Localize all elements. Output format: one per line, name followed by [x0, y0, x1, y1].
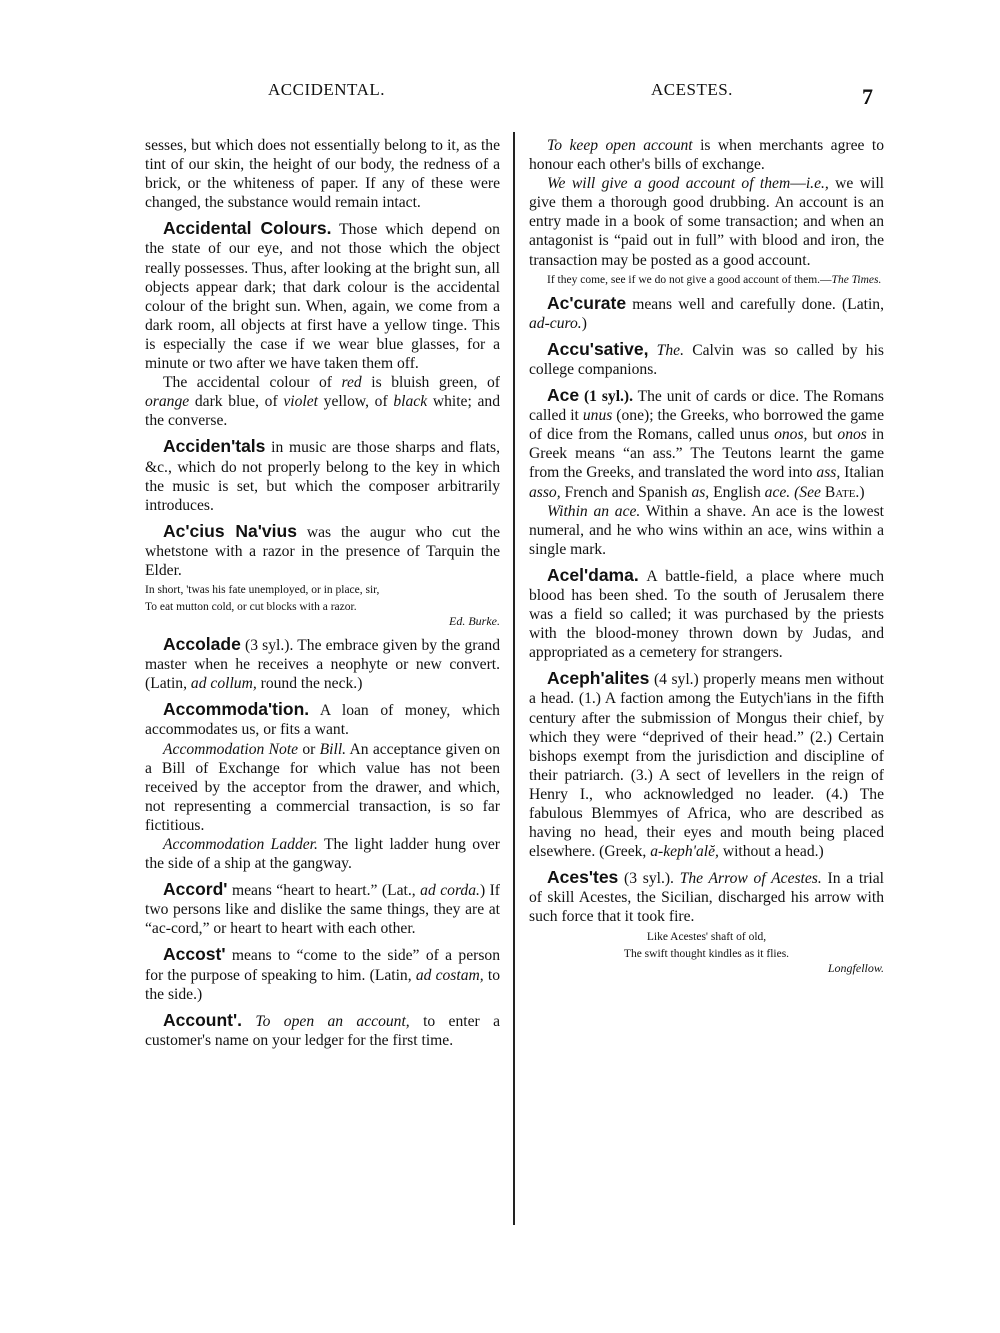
- text-run: means well and carefully done. (Latin,: [632, 295, 884, 313]
- italic-term: ad-curo.: [529, 314, 582, 332]
- text-run: dark blue, of: [189, 393, 284, 411]
- text-run: we will give them a thorough good drubbing. An account is an entry made in a book of some transaction; and when an antagonist is “paid out in full” with blood and iron, the transaction may be posted as a good account.: [529, 175, 884, 269]
- text-run: round the neck.): [256, 675, 363, 693]
- quotation-times: [529, 273, 884, 287]
- text-run: French and Spanish: [560, 483, 692, 501]
- text-run: The embrace given by the grand master when he receives a neophyte or new convert. (Latin,: [145, 637, 500, 693]
- italic-term: Accommodation Note: [163, 740, 299, 758]
- entry-accius-navius: [145, 522, 500, 580]
- headword: Accidental Colours.: [163, 218, 332, 239]
- italic-term: as,: [691, 483, 710, 501]
- text-run: properly means men without a head. (1.) A faction among the Eutych'ians in the fifth century after the submission of Mongus their chief, by which they were “deprived of their head.” (2.) Certain bishops exempt from the jurisdiction and discipline of their patriarch. (3.) A sect of levellers in the reign of Henry I., who acknowledged no leader. (4.) The fabulous Blemmyes of Africa, who are described as having no head, their eyes and mouth being placed elsewhere. (Greek,: [529, 671, 884, 861]
- quotation-line: In short, 'twas his fate unemployed, or in place, sir,: [145, 584, 380, 597]
- quotation-attribution: The Times.: [831, 273, 882, 286]
- text-run: If they come, see if we do not give a good account of them.—: [547, 273, 832, 286]
- text-run: In a trial of skill Acestes, the Sicilian, discharged his arrow with such force that it took fire.: [529, 870, 884, 926]
- entry-text: Those which depend on the state of our eye, and not those which the object really possesses. Thus, after looking at the bright sun, all objects appear dark; that dark colour is the accidental colour of the bright sun. When, again, we come from a dark room, all objects at first have a yellow tinge. This is especially the case if we wear blue glasses, for a minute or two after we have taken them off.: [145, 221, 500, 373]
- quotation-line: The swift thought kindles as it flies.: [623, 947, 790, 960]
- entry-continuation: sesses, but which does not essentially belong to it, as the tint of our skin, the height of our body, the redness of a brick, or the whiteness of paper. If any of these were changed, the substance would remain intact.: [145, 137, 500, 212]
- column-divider: [513, 132, 515, 1225]
- entry-accommodation-note: [145, 740, 500, 835]
- italic-term: orange: [145, 393, 190, 411]
- text-run: ): [581, 314, 587, 332]
- text-run: ) If two persons like and dislike the same things, they are at “ac-cord,” or heart to heart with each other.: [145, 882, 500, 938]
- italic-term: We will give a good account of them: [547, 175, 791, 193]
- italic-term: violet: [283, 393, 318, 411]
- text-run: to enter a customer's name on your ledger for the first time.: [145, 1012, 500, 1049]
- entry-text: was the augur who cut the whetstone with a razor in the presence of Tarquin the Elder.: [145, 523, 500, 579]
- entry-ace: [529, 386, 884, 502]
- text-run: The light ladder hung over the side of a ship at the gangway.: [145, 836, 500, 873]
- headword: Accu'sative,: [547, 338, 649, 359]
- italic-term: The.: [656, 341, 684, 359]
- headword: Ace: [547, 385, 580, 406]
- text-run: Within a shave. An ace is the lowest numeral, and he who wins within an ace, wins within a single mark.: [529, 502, 884, 558]
- headword: Account'.: [163, 1009, 243, 1030]
- text-run: —: [790, 175, 806, 193]
- entry-account: [145, 1011, 500, 1050]
- italic-term: onos: [837, 426, 867, 444]
- italic-term: The Arrow of Acestes.: [679, 870, 822, 888]
- italic-term: To keep open account: [547, 137, 693, 154]
- entry-accidentals: [145, 437, 500, 514]
- entry-good-account: [529, 174, 884, 269]
- headword: Accord': [163, 879, 228, 900]
- entry-text: in music are those sharps and flats, &c., which do not properly belong to the key in which the music is set, but which the composer arbitrarily introduces.: [145, 439, 501, 514]
- italic-term: asso,: [529, 483, 561, 501]
- cross-reference-target: Bate: [824, 483, 856, 501]
- italic-term: ad costam,: [415, 966, 484, 984]
- syllable-count: (1 syl.).: [583, 388, 634, 406]
- text-run: yellow, of: [318, 393, 394, 411]
- text-run: is when merchants agree to honour each other's bills of exchange.: [529, 137, 885, 174]
- cross-reference: (See: [794, 483, 825, 501]
- syllable-count: (3 syl.).: [624, 870, 674, 888]
- headword: Acciden'tals: [163, 436, 266, 457]
- text-run: is bluish green, of: [361, 374, 500, 392]
- text-run: The accidental colour of: [163, 374, 342, 392]
- entry-aceldama: [529, 566, 884, 662]
- italic-term: Within an ace.: [547, 502, 641, 520]
- entry-within-an-ace: [529, 502, 884, 559]
- italic-term: black: [393, 393, 428, 411]
- text-run: in Greek means “an ass.” The Teutons learnt the game from the Greeks, and translated the word into: [529, 426, 884, 482]
- headword: Ac'cius Na'vius: [163, 520, 297, 541]
- italic-term: a-keph'alĕ,: [650, 843, 719, 861]
- quotation-attribution: Ed. Burke.: [449, 614, 500, 629]
- running-head-left: ACCIDENTAL.: [268, 80, 385, 99]
- text-run: Italian: [840, 464, 884, 482]
- headword: Acel'dama.: [547, 564, 639, 585]
- entry-accost: [145, 945, 500, 1003]
- headword: Accolade: [163, 634, 241, 655]
- quotation-attribution: Longfellow.: [827, 960, 884, 975]
- entry-accurate: [529, 294, 884, 333]
- entry-accommodation-ladder: [145, 835, 500, 873]
- text-run: without a head.): [718, 843, 824, 861]
- italic-term: ad collum,: [190, 675, 257, 693]
- text-run: An acceptance given on a Bill of Exchange for which value has not been received by the acceptor from the drawer, and which, not representing a commercial transaction, is so far fictitious.: [145, 740, 501, 834]
- entry-accusative: [529, 340, 884, 379]
- headword: Aceph'alites: [547, 668, 650, 689]
- entry-accord: [145, 880, 500, 938]
- quotation-line: To eat mutton cold, or cut blocks with a razor.: [145, 601, 357, 614]
- text-run: but: [807, 426, 838, 444]
- entry-accidental-colours-note: [145, 373, 500, 430]
- entry-text: A loan of money, which accommodates us, or fits a want.: [145, 702, 500, 739]
- text-run: A battle-field, a place where much blood has been shed. To the south of Jerusalem there was a field so called; it was purchased by the priests with the blood-money thrown down by Judas, and appropriated as a cemetery for strangers.: [529, 567, 884, 662]
- text-run: or: [298, 740, 320, 758]
- headword: Accommoda'tion.: [163, 699, 310, 720]
- entry-accidental-colours: [145, 219, 500, 373]
- entry-acephalites: [529, 669, 884, 861]
- text-run: white; and the converse.: [145, 393, 500, 430]
- headword: Aces'tes: [547, 867, 619, 888]
- italic-term: ace.: [764, 483, 791, 501]
- right-column: [529, 136, 884, 975]
- italic-term: To open an account,: [255, 1012, 410, 1030]
- page-number: 7: [862, 84, 873, 109]
- text-run: means to “come to the side” of a person for the purpose of speaking to him. (Latin,: [145, 947, 500, 984]
- text-run: means “heart to heart.” (Lat.,: [231, 882, 421, 900]
- headword: Accost': [163, 944, 226, 965]
- headword: Ac'curate: [547, 292, 627, 313]
- entry-accolade: [145, 635, 500, 693]
- text-run: English: [709, 483, 765, 501]
- entry-accommodation: [145, 700, 500, 739]
- italic-term: ass,: [816, 464, 841, 482]
- italic-term: onos,: [774, 426, 808, 444]
- running-head-right: ACESTES.: [651, 80, 733, 99]
- entry-keep-open-account: [529, 136, 884, 174]
- syllable-count: (4 syl.): [653, 671, 699, 689]
- italic-term: ad corda.: [420, 882, 480, 900]
- italic-term: red: [341, 374, 362, 392]
- left-column: [145, 136, 500, 1050]
- italic-term: i.e.,: [805, 175, 829, 193]
- text-run: The unit of cards or dice. The Romans called it: [529, 388, 885, 425]
- quotation-line: Like Acestes' shaft of old,: [646, 930, 767, 943]
- text-run: .): [855, 483, 865, 501]
- italic-term: Bill.: [319, 740, 347, 758]
- text-run: (one); the Greeks, who borrowed the game of dice from the Romans, called unus: [529, 407, 884, 444]
- syllable-count: (3 syl.).: [245, 637, 294, 655]
- text-run: to the side.): [145, 966, 500, 1003]
- italic-term: Accommodation Ladder.: [163, 836, 318, 853]
- text-run: Calvin was so called by his college companions.: [529, 341, 885, 378]
- italic-term: unus: [582, 407, 613, 425]
- entry-acestes: [529, 868, 884, 926]
